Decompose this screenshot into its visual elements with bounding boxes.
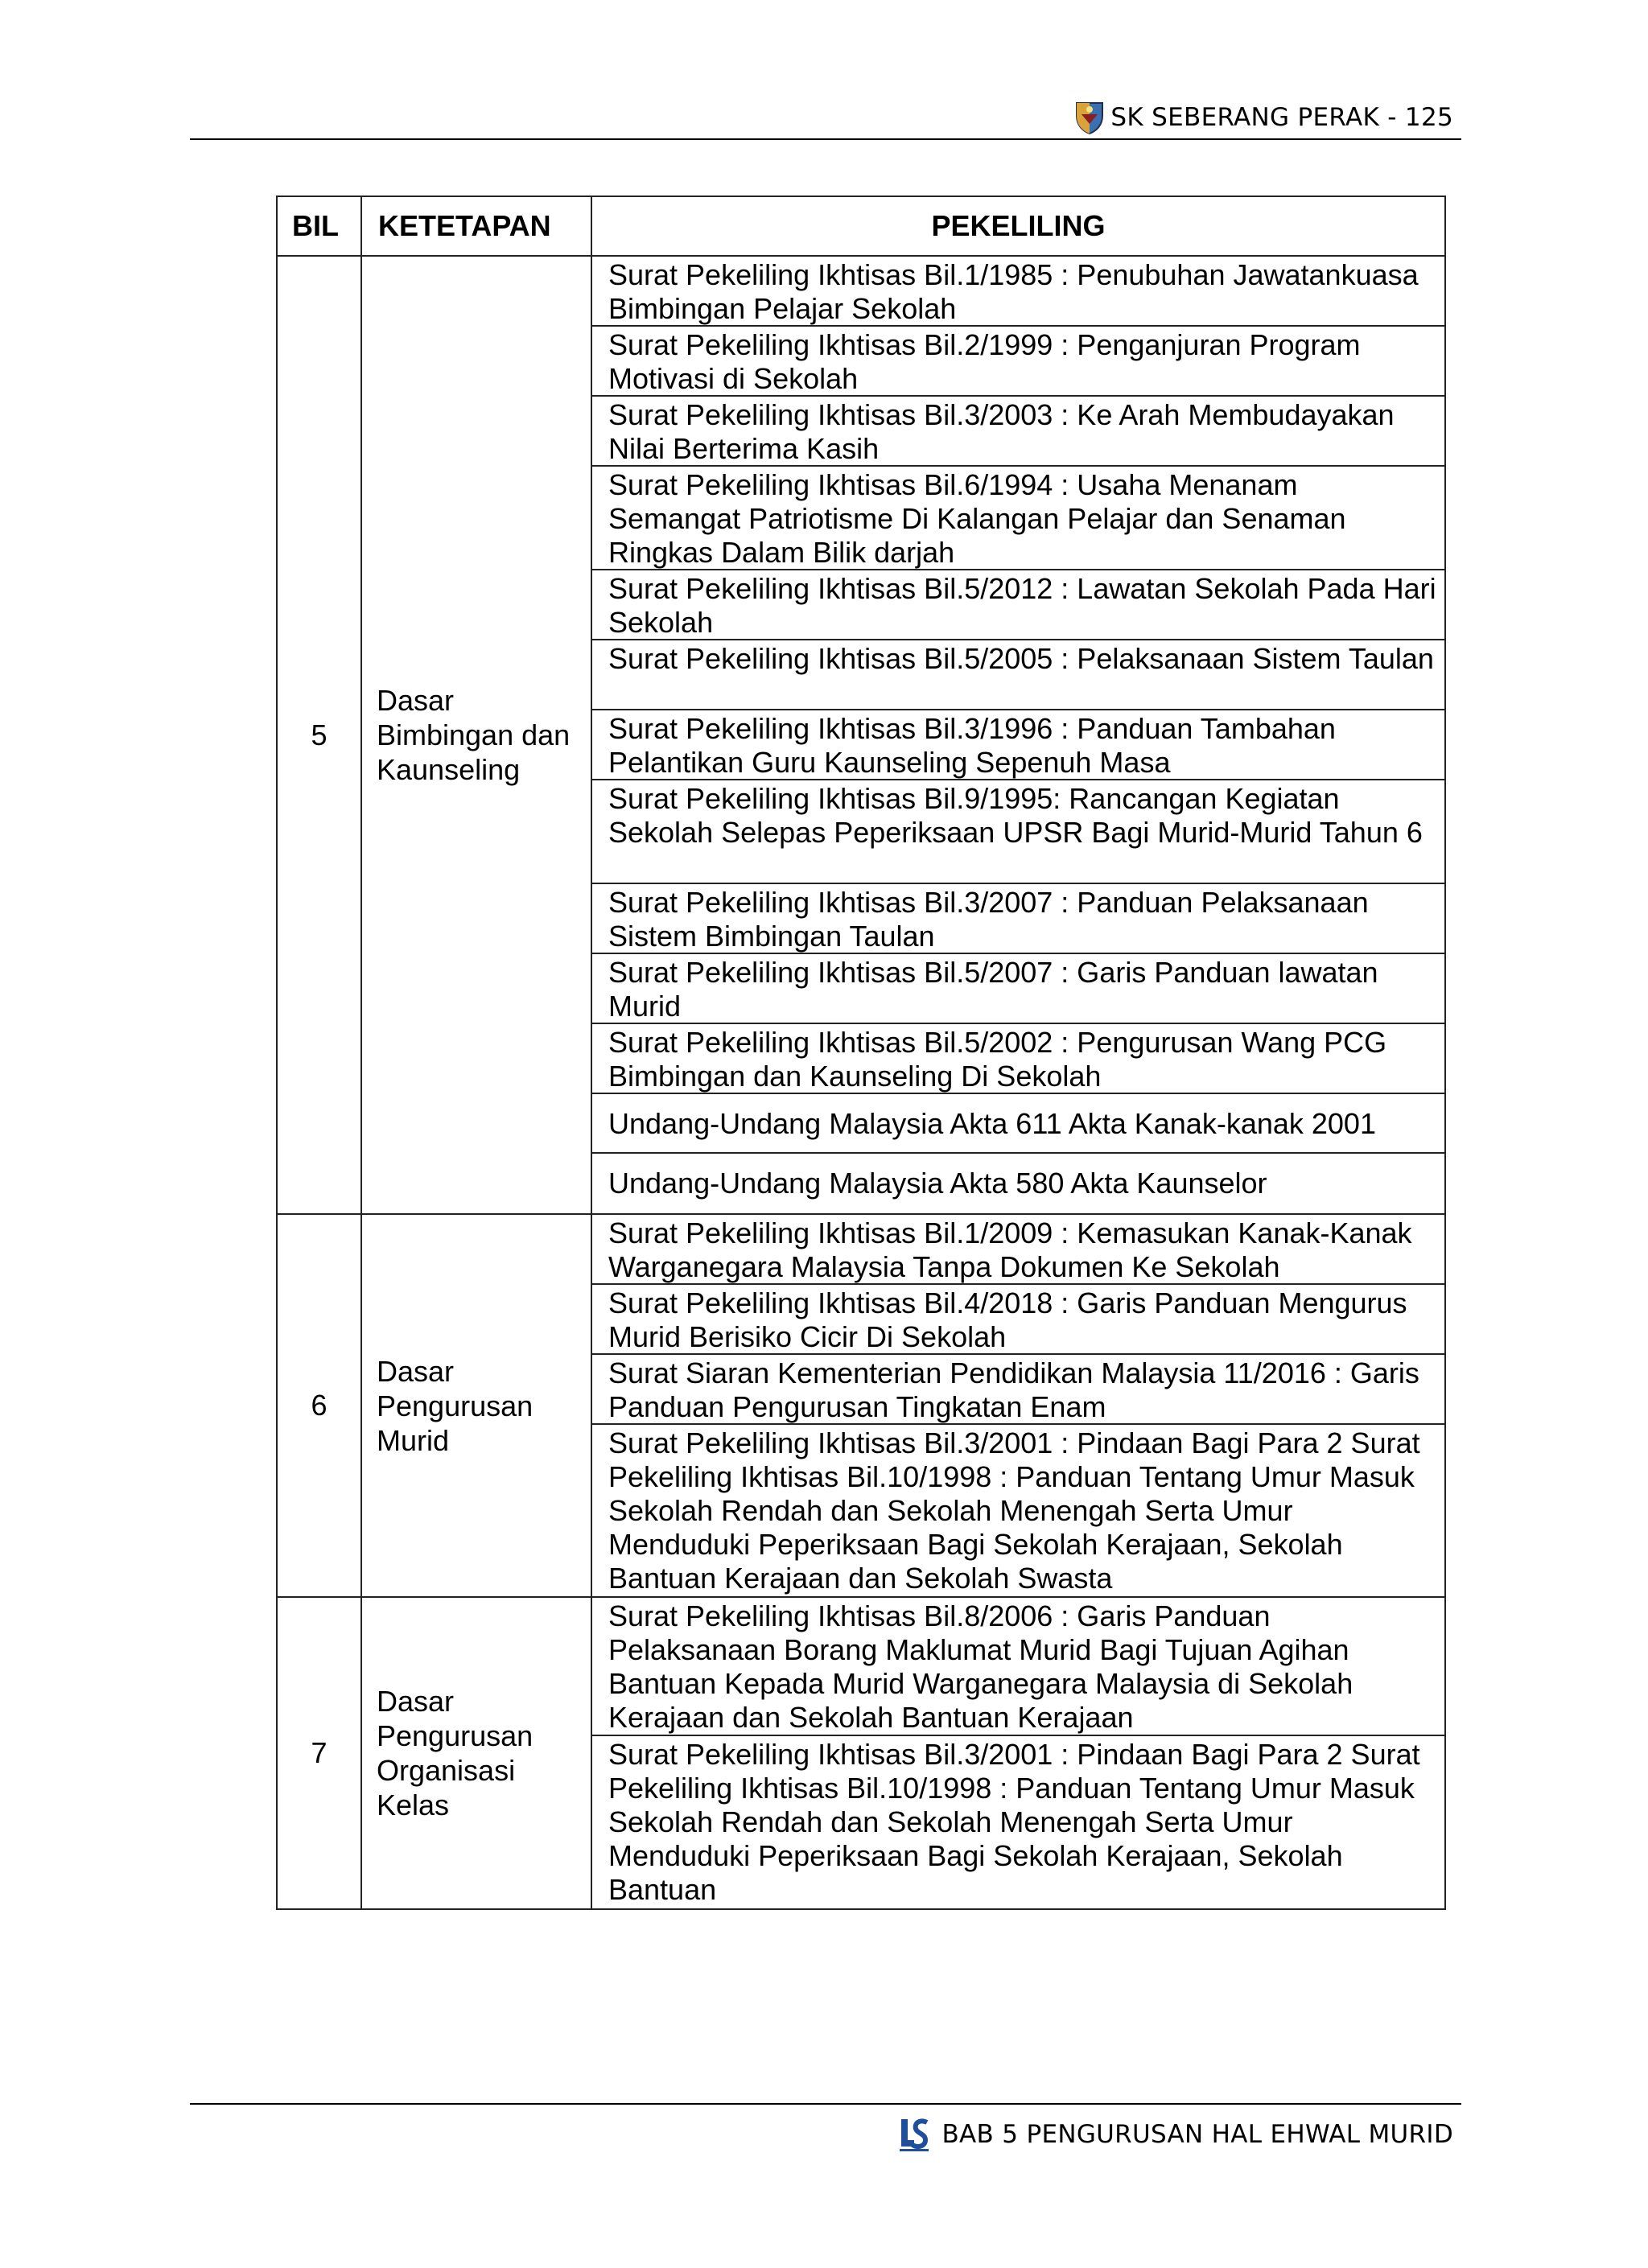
- page-header: [190, 97, 1461, 140]
- pekeliling-item: Surat Pekeliling Ikhtisas Bil.1/2009 : Kemasukan Kanak-Kanak Warganegara Malaysia Tanpa Dokumen Ke Sekolah: [592, 1215, 1444, 1285]
- pekeliling-item: Surat Pekeliling Ikhtisas Bil.3/2007 : Panduan Pelaksanaan Sistem Bimbingan Taulan: [592, 884, 1444, 954]
- row-ketetapan: [361, 1597, 591, 1909]
- pekeliling-item: Surat Pekeliling Ikhtisas Bil.3/2001 : Pindaan Bagi Para 2 Surat Pekeliling Ikhtisas Bil.10/1998 : Panduan Tentang Umur Masuk Sekolah Rendah dan Sekolah Menengah Serta Umur Menduduki Peperiksaan Bagi Sekolah Kerajaan, Sekolah Bantuan Kerajaan dan Sekolah Swasta: [608, 1426, 1420, 1595]
- ketetapan-line: Dasar: [377, 1354, 455, 1388]
- pekeliling-table: [276, 196, 1446, 1910]
- pekeliling-item: Surat Pekeliling Ikhtisas Bil.5/2007 : Garis Panduan lawatan Murid: [592, 954, 1444, 1024]
- header-pekeliling: PEKELILING: [591, 196, 1445, 256]
- pekeliling-item: Surat Pekeliling Ikhtisas Bil.1/1985 : Penubuhan Jawatankuasa Bimbingan Pelajar Sekolah: [592, 257, 1444, 327]
- pekeliling-item: Surat Pekeliling Ikhtisas Bil.2/1999 : Penganjuran Program Motivasi di Sekolah: [592, 327, 1444, 397]
- row-pekeliling: [591, 256, 1445, 1214]
- pekeliling-item: Surat Pekeliling Ikhtisas Bil.5/2005 : Pelaksanaan Sistem Taulan: [592, 640, 1444, 710]
- pekeliling-item: Surat Pekeliling Ikhtisas Bil.5/2002 : Pengurusan Wang PCG Bimbingan dan Kaunseling Di Sekolah: [592, 1024, 1444, 1094]
- table-row: [277, 1597, 1445, 1909]
- row-pekeliling: [591, 1214, 1445, 1597]
- row-bil: 7: [277, 1597, 361, 1909]
- pekeliling-item: Surat Siaran Kementerian Pendidikan Malaysia 11/2016 : Garis Panduan Pengurusan Tingkatan Enam: [592, 1355, 1444, 1425]
- school-logo-icon: [896, 2116, 932, 2153]
- header-title: SK SEBERANG PERAK - 125: [1110, 103, 1453, 132]
- pekeliling-item: Surat Pekeliling Ikhtisas Bil.3/1996 : Panduan Tambahan Pelantikan Guru Kaunseling Sepenuh Masa: [592, 710, 1444, 780]
- pekeliling-item: Surat Pekeliling Ikhtisas Bil.4/2018 : Garis Panduan Mengurus Murid Berisiko Cicir Di Sekolah: [592, 1285, 1444, 1355]
- pekeliling-item: Surat Pekeliling Ikhtisas Bil.3/2003 : Ke Arah Membudayakan Nilai Berterima Kasih: [592, 397, 1444, 467]
- pekeliling-item: Surat Pekeliling Ikhtisas Bil.3/2001 : Pindaan Bagi Para 2 Surat Pekeliling Ikhtisas Bil.10/1998 : Panduan Tentang Umur Masuk Sekolah Rendah dan Sekolah Menengah Serta Umur Menduduki Peperiksaan Bagi Sekolah Kerajaan, Sekolah Bantuan: [608, 1738, 1420, 1906]
- pekeliling-item: Surat Pekeliling Ikhtisas Bil.8/2006 : Garis Panduan Pelaksanaan Borang Maklumat Murid Bagi Tujuan Agihan Bantuan Kepada Murid Warganegara Malaysia di Sekolah Kerajaan dan Sekolah Bantuan Kerajaan: [592, 1598, 1444, 1736]
- ketetapan-line: Kelas: [377, 1788, 450, 1821]
- table-row: [277, 1214, 1445, 1597]
- pekeliling-item: Surat Pekeliling Ikhtisas Bil.9/1995: Rancangan Kegiatan Sekolah Selepas Peperiksaan UPSR Bagi Murid-Murid Tahun 6: [592, 780, 1444, 884]
- ketetapan-line: Pengurusan: [377, 1719, 534, 1752]
- ketetapan-line: Pengurusan: [377, 1389, 534, 1422]
- pekeliling-item: Surat Pekeliling Ikhtisas Bil.6/1994 : Usaha Menanam Semangat Patriotisme Di Kalangan Pelajar dan Senaman Ringkas Dalam Bilik darjah: [592, 467, 1444, 570]
- header-bil: BIL: [277, 196, 361, 256]
- table-header-row: [277, 196, 1445, 256]
- row-ketetapan: [361, 256, 591, 1214]
- ketetapan-line: Organisasi: [377, 1754, 516, 1787]
- row-ketetapan: [361, 1214, 591, 1597]
- row-pekeliling: [591, 1597, 1445, 1909]
- school-crest-icon: [1073, 100, 1106, 135]
- ketetapan-line: Murid: [377, 1423, 450, 1457]
- footer-right: [896, 2116, 1453, 2153]
- page-footer: [190, 2103, 1461, 2169]
- ketetapan-line: Dasar: [377, 684, 455, 717]
- ketetapan-line: Kaunseling: [377, 753, 521, 786]
- footer-title: BAB 5 PENGURUSAN HAL EHWAL MURID: [941, 2120, 1453, 2149]
- pekeliling-item: Undang-Undang Malaysia Akta 580 Akta Kaunselor: [608, 1167, 1267, 1200]
- header-ketetapan: KETETAPAN: [361, 196, 591, 256]
- header-right: [1073, 100, 1453, 135]
- ketetapan-line: Dasar: [377, 1685, 455, 1718]
- pekeliling-item: Surat Pekeliling Ikhtisas Bil.5/2012 : Lawatan Sekolah Pada Hari Sekolah: [592, 570, 1444, 640]
- pekeliling-item: Undang-Undang Malaysia Akta 611 Akta Kanak-kanak 2001: [592, 1094, 1444, 1154]
- row-bil: 5: [277, 256, 361, 1214]
- row-bil: 6: [277, 1214, 361, 1597]
- table-row: [277, 256, 1445, 1214]
- ketetapan-line: Bimbingan dan: [377, 718, 571, 751]
